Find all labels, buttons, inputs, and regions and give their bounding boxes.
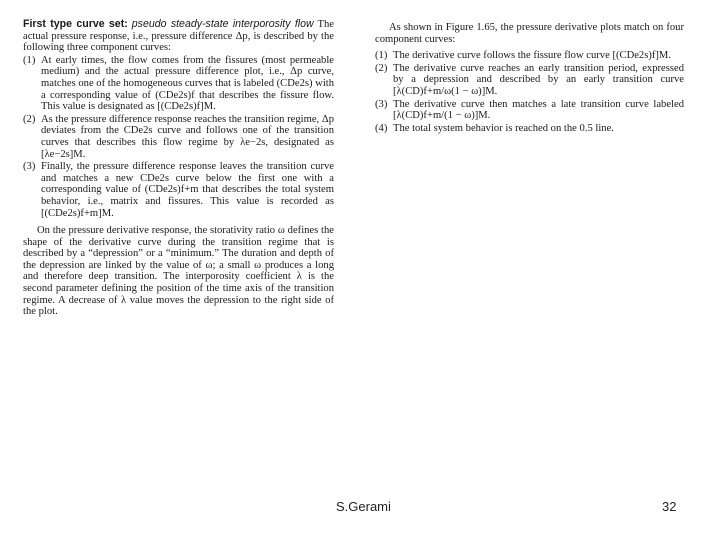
heading-title: First type curve set: (23, 18, 128, 30)
item-text: The derivative curve follows the fissure flow curve [(CDe2s)f]M. (393, 50, 671, 62)
item-number: (3) (23, 161, 36, 173)
item-text: The derivative curve then matches a late transition curve labeled [λ(CD)f+m/(1 − ω)]M. (393, 98, 684, 122)
left-item-3 (23, 161, 334, 219)
item-number: (4) (375, 122, 388, 134)
right-item-4 (375, 123, 684, 135)
right-item-1 (375, 50, 684, 62)
left-item-1 (23, 55, 334, 113)
right-column (375, 22, 684, 134)
footer-author: S.Gerami (336, 499, 391, 514)
item-text: Finally, the pressure difference response leaves the transition curve and matches a new CDe2s curve below the first one with a corresponding value of (CDe2s)f+m that describes the total system behavior, i.e., matrix and fissures. This value is recorded as [(CDe2s)f+m]M. (41, 161, 334, 219)
page-number: 32 (662, 499, 677, 514)
heading-italic: pseudo steady-state interporosity flow (131, 18, 314, 30)
left-column (23, 19, 334, 318)
item-number: (3) (375, 98, 388, 110)
right-intro: As shown in Figure 1.65, the pressure derivative plots match on four component curves: (375, 22, 684, 45)
right-item-2 (375, 63, 684, 98)
right-item-3 (375, 99, 684, 122)
item-number: (1) (375, 50, 388, 62)
item-text: As the pressure difference response reaches the transition regime, Δp deviates from the CDe2s curve and follows one of the transition curves that describes this flow regime by λe−2s, designated as [λe−2s]M. (41, 113, 334, 160)
item-number: (2) (23, 113, 36, 125)
left-paragraph: On the pressure derivative response, the storativity ratio ω defines the shape of the derivative curve during the transition regime that is described by a “depression” or a “minimum.” The duration and depth of the depression are linked by the value of ω; a small ω produces a long and therefore deep transition. The interporosity coefficient λ is the second parameter defining the position of the time axis of the transition regime. A decrease of λ value moves the depression to the right side of the plot. (23, 225, 334, 318)
item-text: The derivative curve reaches an early transition period, expressed by a depression and described by an early transition curve [λ(CD)f+m/ω(1 − ω)]M. (393, 62, 684, 97)
item-number: (1) (23, 54, 36, 66)
item-text: The total system behavior is reached on the 0.5 line. (393, 122, 614, 134)
heading-text: The actual pressure response, i.e., pressure difference Δp, is described by the following three component curves: (23, 19, 334, 54)
left-heading (23, 19, 334, 54)
left-item-2 (23, 114, 334, 160)
item-number: (2) (375, 62, 388, 74)
item-text: At early times, the flow comes from the fissures (most permeable medium) and the actual pressure difference plot, i.e., Δp curve, matches one of the homogeneous curves that is labeled (CDe2s) with a corresponding value of (CDe2s)f that describes the fissure flow. This value is designated as [(CDe2s)f]M. (41, 54, 335, 113)
